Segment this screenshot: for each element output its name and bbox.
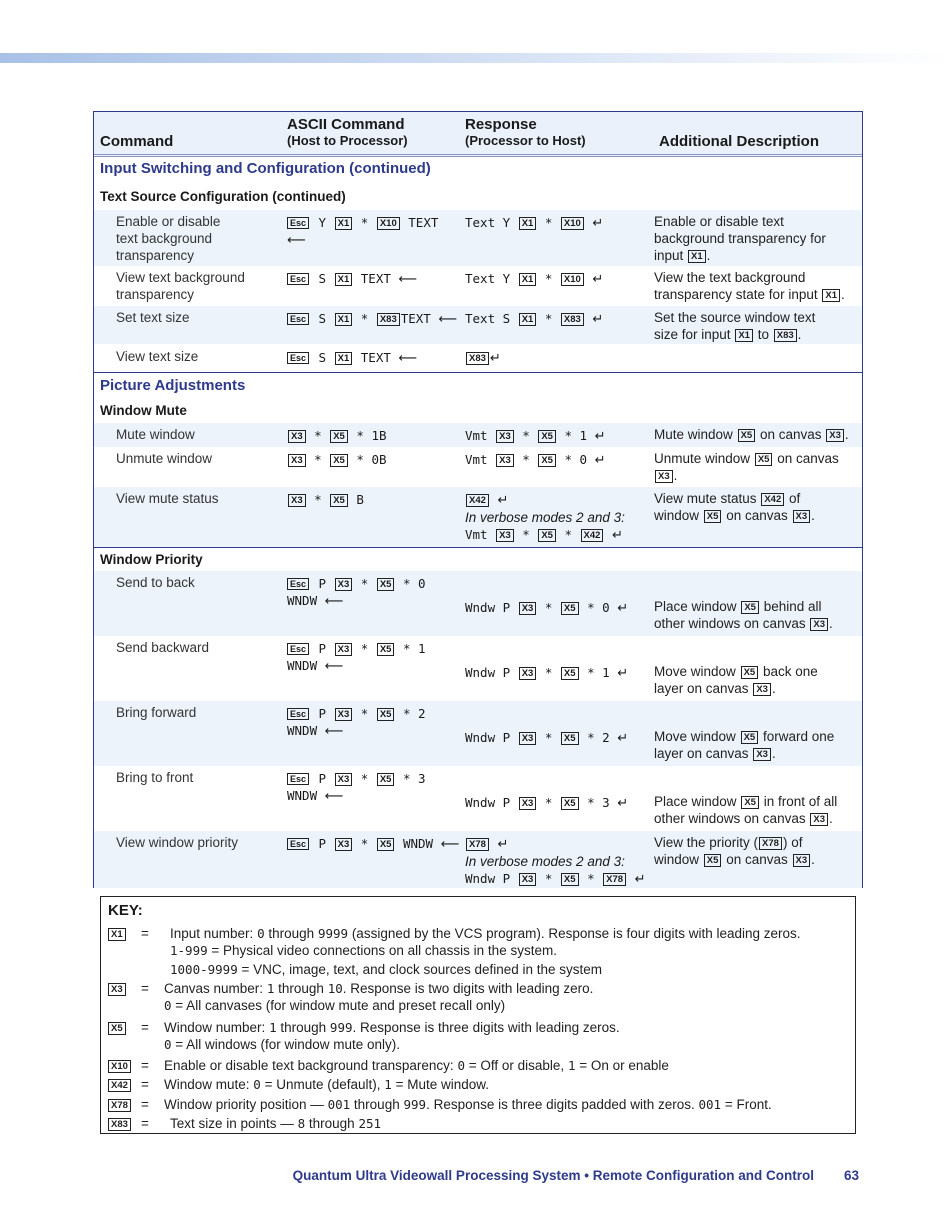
left-arrow-icon: ⟵ [324, 789, 344, 804]
command-label: Mute window [116, 427, 195, 442]
key-box [100, 896, 856, 1134]
response: Text Y X1 * X10 ↵ [465, 271, 604, 287]
table-row [94, 306, 862, 344]
command-label: View window priority [116, 835, 239, 850]
command-label: Set text size [116, 310, 190, 325]
left-arrow-icon: ⟵ [324, 724, 344, 739]
key-entry-x83: X83 = Text size in points — 8 through 251 [107, 1115, 847, 1132]
table-row [94, 831, 862, 888]
description: Place window X5 in front of all other windows on canvas X3 . [654, 794, 838, 826]
command-label: Unmute window [116, 451, 213, 466]
left-arrow-icon: ⟵ [398, 351, 418, 366]
ascii-command: Esc P X3 * X5 * 0 WNDW ⟵ [287, 576, 426, 609]
return-arrow-icon: ↵ [497, 837, 509, 852]
ascii-command: Esc P X3 * X5 * 3 WNDW ⟵ [287, 771, 426, 804]
return-arrow-icon: ↵ [617, 796, 629, 811]
table-row [94, 423, 862, 447]
table-row [94, 266, 862, 306]
table-row [94, 487, 862, 547]
return-arrow-icon: ↵ [594, 429, 606, 444]
command-label: View text size [116, 349, 199, 364]
command-label: Bring forward [116, 705, 197, 720]
return-arrow-icon: ↵ [489, 351, 501, 366]
response: Text S X1 * X83 ↵ [465, 311, 604, 327]
command-label: Send to back [116, 575, 195, 590]
ascii-command: X3 * X5 B [287, 491, 462, 508]
section-picture-adjustments: Picture Adjustments [100, 377, 246, 394]
command-label: Send backward [116, 640, 210, 655]
key-entry-x5: X5 = Window number: 1 through 999. Response is three digits with leading zeros. 0 = All windows (for window mute only). [107, 1019, 847, 1036]
response: Vmt X3 * X5 * 0 ↵ [465, 452, 606, 468]
ascii-command: Esc S X1 * X83 TEXT ⟵ [287, 310, 462, 328]
description: View mute status X42 of window X5 on canvas X3 . [654, 491, 815, 523]
return-arrow-icon: ↵ [592, 312, 604, 327]
table-row [94, 210, 862, 266]
table-row [94, 636, 862, 701]
section-divider [94, 547, 862, 548]
key-entry-x1-range: 1000-9999 = VNC, image, text, and clock sources defined in the system [170, 962, 603, 977]
ascii-command: Esc S X1 TEXT ⟵ [287, 349, 462, 367]
command-label: View mute status [116, 491, 219, 506]
response: X83 ↵ [465, 349, 650, 367]
table-row [94, 701, 862, 766]
key-entry-x1: X1 = Input number: 0 through 9999 (assigned by the VCS program). Response is four digits with leading zeros. 1-999 = Physical video connections on all chassis in the system. [107, 925, 847, 942]
header-ascii: ASCII Command (Host to Processor) [287, 116, 408, 148]
header-command: Command [100, 133, 174, 150]
subsection-window-priority: Window Priority [100, 552, 203, 567]
return-arrow-icon: ↵ [617, 731, 629, 746]
description: Enable or disable text background transparency for input X1 . [654, 214, 826, 263]
description: Unmute window X5 on canvas X3 . [654, 451, 839, 483]
response: X42 ↵ In verbose modes 2 and 3: Vmt X3 * X5 * X42 ↵ [465, 493, 625, 543]
table-row [94, 344, 862, 372]
section-divider [94, 372, 862, 373]
subsection-window-mute: Window Mute [100, 403, 187, 418]
left-arrow-icon: ⟵ [324, 659, 344, 674]
left-arrow-icon: ⟵ [324, 594, 344, 609]
ascii-command: Esc P X3 * X5 WNDW ⟵ [287, 835, 462, 853]
key-entry-x78: X78 = Window priority position — 001 through 999. Response is three digits padded with zeros. 001 = Front. [107, 1096, 847, 1113]
ascii-command: X3 * X5 * 1B [287, 427, 462, 444]
response: Text Y X1 * X10 ↵ [465, 215, 604, 231]
subsection-text-source: Text Source Configuration (continued) [100, 189, 346, 204]
command-label: Bring to front [116, 770, 194, 785]
page-footer [293, 1168, 859, 1183]
return-arrow-icon: ↵ [594, 453, 606, 468]
description: Place window X5 behind all other windows on canvas X3 . [654, 599, 833, 631]
left-arrow-icon: ⟵ [440, 837, 460, 852]
ascii-command: Esc P X3 * X5 * 1 WNDW ⟵ [287, 641, 426, 674]
table-row [94, 447, 862, 487]
command-table [93, 111, 863, 888]
page-number: 63 [843, 1168, 859, 1183]
ascii-command: Esc Y X1 * X10 TEXT ⟵ [287, 215, 439, 248]
ascii-command: Esc P X3 * X5 * 2 WNDW ⟵ [287, 706, 426, 739]
ascii-command: X3 * X5 * 0B [287, 451, 462, 468]
description: Set the source window text size for input X1 to X83 . [654, 310, 816, 342]
footer-title: Quantum Ultra Videowall Processing System • Remote Configuration and Control [292, 1168, 814, 1183]
key-entry-x42: X42 = Window mute: 0 = Unmute (default), 1 = Mute window. [107, 1076, 847, 1093]
return-arrow-icon: ↵ [497, 493, 509, 508]
command-label: Enable or disable text background transparency [116, 214, 221, 263]
response: Vmt X3 * X5 * 1 ↵ [465, 428, 606, 444]
section-input-switching: Input Switching and Configuration (continued) [100, 160, 431, 177]
command-label: View text background transparency [116, 270, 245, 302]
description: View the text background transparency state for input X1 . [654, 270, 845, 302]
table-header [94, 112, 862, 157]
return-arrow-icon: ↵ [634, 872, 646, 887]
return-arrow-icon: ↵ [592, 272, 604, 287]
key-entry-x3: X3 = Canvas number: 1 through 10. Response is two digits with leading zero. 0 = All canvases (for window mute and preset recall only) [107, 980, 847, 997]
response: Wndw P X3 * X5 * 2 ↵ [465, 730, 629, 746]
table-row [94, 766, 862, 831]
return-arrow-icon: ↵ [617, 666, 629, 681]
response: Wndw P X3 * X5 * 0 ↵ [465, 600, 629, 616]
header-description: Additional Description [659, 133, 820, 150]
description: View the priority ( X78 ) of window X5 on canvas X3 . [654, 835, 815, 867]
left-arrow-icon: ⟵ [438, 312, 458, 327]
response: X78 ↵ In verbose modes 2 and 3: Wndw P X3 * X5 * X78 ↵ [465, 837, 646, 887]
return-arrow-icon: ↵ [611, 528, 623, 543]
description: Mute window X5 on canvas X3 . [654, 427, 849, 442]
key-title: KEY: [108, 902, 143, 919]
return-arrow-icon: ↵ [617, 601, 629, 616]
left-arrow-icon: ⟵ [287, 233, 306, 248]
response: Wndw P X3 * X5 * 1 ↵ [465, 665, 629, 681]
description: Move window X5 back one layer on canvas X3 . [654, 664, 818, 696]
return-arrow-icon: ↵ [592, 216, 604, 231]
table-row [94, 571, 862, 636]
description: Move window X5 forward one layer on canvas X3 . [654, 729, 835, 761]
left-arrow-icon: ⟵ [398, 272, 418, 287]
top-gradient-bar [0, 53, 950, 63]
header-response: Response (Processor to Host) [465, 116, 586, 148]
response: Wndw P X3 * X5 * 3 ↵ [465, 795, 629, 811]
ascii-command: Esc S X1 TEXT ⟵ [287, 270, 462, 288]
key-entry-x10: X10 = Enable or disable text background transparency: 0 = Off or disable, 1 = On or enable [107, 1057, 847, 1074]
